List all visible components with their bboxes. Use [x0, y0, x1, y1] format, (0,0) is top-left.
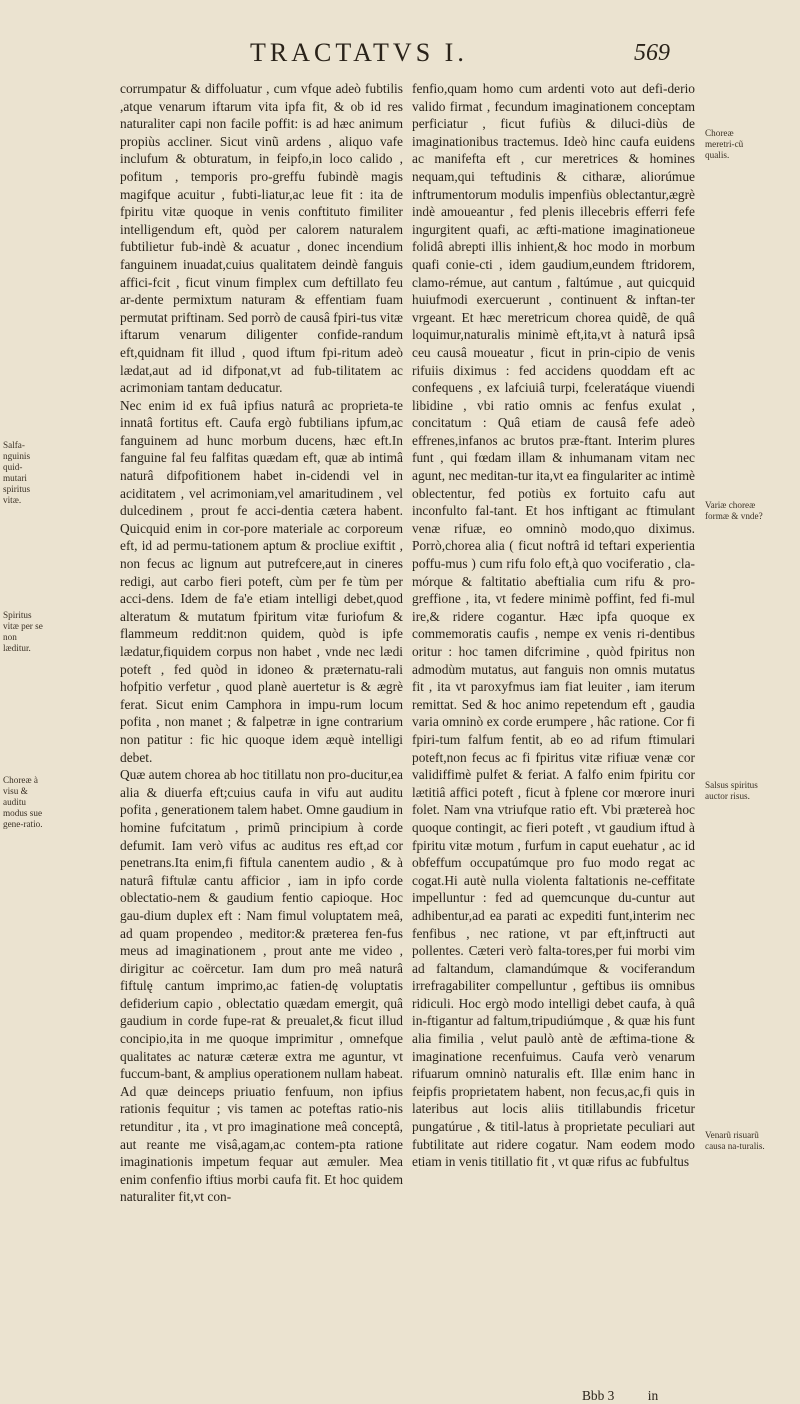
margin-note-left-3: Choreæ à visu & auditu modus sue gene-ratio. — [3, 775, 43, 829]
running-title: TRACTATVS I. — [250, 38, 468, 67]
margin-note-right-1: Choreæ meretri-cũ qualis. — [705, 128, 744, 160]
left-text-column — [120, 80, 403, 1206]
page-number: 569 — [634, 40, 670, 66]
page-footer — [582, 1388, 658, 1404]
right-text-column — [412, 80, 695, 1171]
paragraph: fenfio,quam homo cum ardenti voto aut defi-derio valido firmat , fecundum imaginationem conceptam perficiatur , ficut fufiùs & diluci-diùs de imaginationibus tractemus. Ideò hinc caufa euidens ac manifefta eft , cur meretrices & homines nequam,qui teftudinis & citharæ, aliorúmue inftrumentorum modulis impenfiùs oblectantur,ægrè indè amoueantur , fed plenis illecebris efferri fefe ingurgitent quafi, ac æfti-matione imaginationeue folidâ abrepti illis inhient,& hoc modo in morbum quafi conie-cti , idem gaudium,eundem ftridorem, clamo-rémue, aut cantum , faltúmue , aut quicquid huiufmodi exercuerunt , continuent & inftan-ter vrgeant. Et hæc meretricum chorea quidẽ, de quâ loquimur,naturalis minimè eft,ita,vt à naturâ ipsâ ceu causâ moueatur , ficut in prin-cipio de venis rifuiis diximus : fed accidens quoddam eft ac confequens , ex lafciuiâ turpi, fceleratáque viuendi libidine , vbi ratio omnis ac fenfus exulat , concitatum : Quâ etiam de causâ fefe adeò effrenes,infanos ac brutos præ-ftant. Interim plures funt , qui fœdam illam & inhumanam vitam nec agunt, nec meditan-tur ita,vt ea fingulariter ac intimè oblectentur, fed potiùs ex fortuito cafu aut inconfulto fal-tant. Et hos inftigant ac ftimulant venæ rifuæ, eo omninò modo,quo diximus. Porrò,chorea alia ( ficut noftrâ id teftari experientia poffu-mus ) cum rifu folo eft,à quo vociferatio , cla-mórque & faltitatio abeftialia cum rifu & pro-greffione , ita, vt federe minimè poffint, fed fi-mul ire,& ridere cogantur. Hæc ipfa quoque ex commemoratis caufis , nempe ex venis ri-dentibus oritur : hoc tamen difcrimine , quòd fpiritus non admodùm mutatus, aut fanguis non omnis mutatus fit , ita vt paroxyfmus iam fiat leuiter , iam iterum remittat. Sed & hoc animo repetendum eft , gaudia varia omninò ex corde erumpere , hâc ratione. Cor fi fpiri-tum falfum fentit, ab eo ad rifum ftimulari poteft,non fecus ac fi fpiritus vitæ rifiuæ venæ cor validiffimè pulfet & feriat. A falfo enim fpiritu cor lætitiâ affici poteft , ficut à fplene cor mœrore inuri folet. Nam vna vtriufque ratio eft. Vbi prætereà hoc quoque contingit, ac fieri poteft , vt gaudium iftud à fpiritu vitæ motum , furfum in caput euehatur , ac id obfeffum occupatúmque pro fuo modo regat ac cogat.Hi autè nulla violenta faltationis ne-ceffitate impelluntur : fed ad quemcunque du-cuntur aut adhibentur,ad ea parati ac expediti funt,interim nec fenfibus , nec ratione, vt par eft,inftructi aut pollentes. Cæteri verò falta-tores,per fui morbi vim ad faltandum, clamandúmque & vociferandum irrefragabiliter compelluntur , geftibus iis omnibus ridiculi. Hoc ergò modo intelligi debet caufa, à quâ in-ftigantur ad faltum,tripudiúmque , & quæ his funt alia fimilia , velut paulò antè de æftima-tione & imaginatione recenfuimus. Caufa verò venarum rifuarum omninò naturalis eft. Illæ enim hanc in feipfis proprietatem habent, non fecus,ac,fi quis in lateribus aut locis aliis titillabundis fricetur pungatúrue , & titil-latus à proprietate peculiari aut fubtilitate aut ridere cogatur. Nam eodem modo etiam in venis titillatio fit , vt quæ rifus ac fubfultus — [412, 81, 695, 1170]
margin-note-right-4: Venarũ risuarũ causa na-turalis. — [705, 1130, 765, 1151]
margin-note-left-2: Spiritus vitæ per se non læditur. — [3, 610, 43, 653]
catchword: in — [647, 1388, 659, 1403]
running-header — [250, 38, 670, 70]
margin-note-left-1: Salfa-nguinis quid-mutari spiritus vitæ. — [3, 440, 31, 505]
margin-note-right-3: Salsus spiritus auctor risus. — [705, 780, 758, 801]
signature-mark: Bbb 3 — [582, 1388, 615, 1403]
margin-note-right-2: Variæ choreæ formæ & vnde? — [705, 500, 763, 521]
paragraph: Nec enim id ex fuâ ipfius naturâ ac proprieta-te innatâ fortitus eft. Caufa ergò fubtilians ipfum,ac fanguinem ad hunc morbum ducens, hæc eft.In fanguine fal feu falfitas quædam eft, quæ ab intimâ naturâ difpofitionem habet in-cidendi vel in aciditatem , vel acrimoniam,vel amaritudinem , vel dulcedinem , prout fe acci-dentia cætera habent. Quicquid enim in cor-pore materiale ac corporeum eft, id ad permu-tationem aptum & procliue exiftit , non fecus ac lignum aut putrefcere,aut in cineres redigi, aut carbo fieri poteft, cùm per fe tùm per acci-dens. Idem de fa'e etiam intelligi debet,quod alteratum & mutatum fpiritum vitæ furiofum & flammeum reddit:non quidem, quòd is ipfe lædatur,fiquidem corpus non habet , vnde nec lædi poteft , fed quòd in idoneo & præternatu-rali hofpitio verfetur , quod planè auertetur is & ægrè ferat. Sicut enim Camphora in impu-rum locum pofita , non manet ; & falpetræ in igne contrarium non patitur : fic hic quoque idem æquè intelligi debet. — [120, 397, 403, 765]
paragraph: Quæ autem chorea ab hoc titillatu non pro-ducitur,ea alia & diuerfa eft;cuius caufa in vifu aut auditu pofita , generationem talem habet. Omne gaudium in homine fufcitatum , primũ principium à corde defumit. Iam verò vifus ac auditus res eft,ad cor penetrans.Ita enim,fi fiftula canentem audio , & à naturâ fiftulæ cantu afficior , iam in ipfo corde oblectatio-nem & gaudium fentio capioque. Hoc gau-dium duplex eft : Nam fimul voluptatem meâ, ad quam propendeo , meditor:& præterea fen-fus meus ad imaginationem , prout ante me video , dirigitur ac coërcetur. Iam dum pro meâ naturâ fiftulę cantum imprimo,ac fatien-dę voluptatis defiderium capio , oblectatio quædam emergit, quâ gaudium in corde fupe-rat & preualet,& ficut illud concipio,ita in me quoque imprimitur , omnefque qualitates ac naturæ cæteræ extra me aguntur, vt fuccum-bant, & amplius operationem nullam habeat. Ad quæ deinceps priuatio fenfuum, non ipfius rationis fequitur ; vis tamen ac poteftas ratio-nis retunditur , ita , vt pro imaginatione meâ conceptâ, aut reante me visâ,agam,ac contem-pta ratione imaginationis impetum fequar aut æmuler. Mea enim confenfio iftius morbi caufa fit. Et hoc quidem naturaliter fit,vt con- — [120, 767, 403, 1205]
paragraph: corrumpatur & diffoluatur , cum vfque adeò fubtilis ,atque venarum iftarum vita ipfa fit, & ob id res naturaliter capi non facile poffit: is ad hæc animum propiùs accliner. Sicut vinũ ardens , aliquo vafe inclufum & obturatum, in feipfo,in loco calido , pofitum , temporis pro-greffu fubindè magis magifque acuitur , fubti-liatur,ac leue fit : ita de fpiritu vitæ quoque in venis conftituto fimiliter intelligendum eft, quòd per calorem naturalem fubtilietur fub-indè & acuatur , donec incendium fanguinem inuadat,cuius qualitatem deindè fanguis affici-fcit , ficut vinum fimplex cum deftillato feu ar-dente permixtum naturam & effentiam fuam permutat priftinam. Sed porrò de causâ fpiri-tus vitæ iftarum venarum diligenter confide-randum eft,quidnam fit illud , quod iftum fpi-ritum adeò lædat,aut ad id difponat,vt ad fub-tilitatem ac acrimoniam tantam deducatur. — [120, 81, 403, 396]
